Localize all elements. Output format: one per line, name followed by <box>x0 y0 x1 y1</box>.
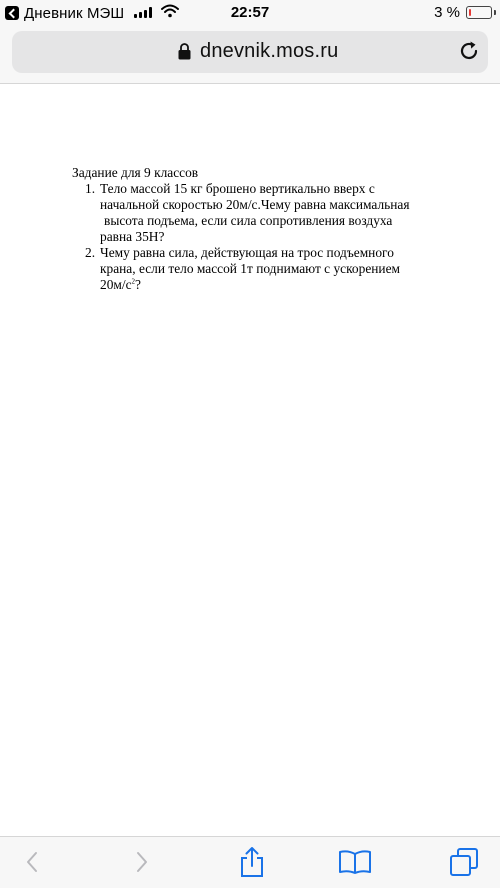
task-line: начальной скоростью 20м/с.Чему равна максимальная <box>100 197 410 212</box>
share-button[interactable] <box>235 845 269 879</box>
browser-address-bar <box>0 26 500 84</box>
task-line: Чему равна сила, действующая на трос подъемного <box>100 245 394 260</box>
battery-percent: 3 % <box>434 4 460 21</box>
task-line: равна 35Н? <box>100 229 165 244</box>
browser-toolbar <box>0 836 500 888</box>
task-item <box>72 245 472 293</box>
clock: 22:57 <box>230 4 270 21</box>
task-number: 2. <box>85 245 96 260</box>
back-arrow-icon <box>24 850 40 874</box>
lock-icon <box>178 42 191 60</box>
bookmarks-icon <box>338 849 372 875</box>
task-line-with-superscript <box>100 277 472 293</box>
document-title: Задание для 9 классов <box>72 165 199 180</box>
url-field[interactable] <box>12 31 488 73</box>
battery-level <box>469 9 471 16</box>
reload-icon[interactable] <box>458 40 480 62</box>
tabs-icon <box>449 847 479 877</box>
forward-arrow-icon <box>134 850 150 874</box>
tabs-button[interactable] <box>447 845 481 879</box>
superscript: 2 <box>131 277 136 286</box>
forward-arrow-button[interactable] <box>125 845 159 879</box>
task-line: Тело массой 15 кг брошено вертикально вверх с <box>100 181 375 196</box>
document-content <box>72 165 472 293</box>
status-bar <box>0 0 500 26</box>
task-text: 20м/с <box>100 277 132 292</box>
task-line: высота подъема, если сила сопротивления воздуха <box>104 213 393 228</box>
task-text: ? <box>135 277 141 292</box>
task-item <box>72 181 472 245</box>
back-app-label: Дневник МЭШ <box>24 4 125 22</box>
bookmarks-button[interactable] <box>338 845 372 879</box>
task-number: 1. <box>85 181 96 196</box>
share-icon <box>239 846 265 878</box>
task-line: крана, если тело массой 1т поднимают с ускорением <box>100 261 401 276</box>
battery-tip <box>494 10 496 15</box>
battery-icon <box>466 6 492 19</box>
url-text: dnevnik.mos.ru <box>200 40 339 62</box>
back-arrow-button[interactable] <box>15 845 49 879</box>
